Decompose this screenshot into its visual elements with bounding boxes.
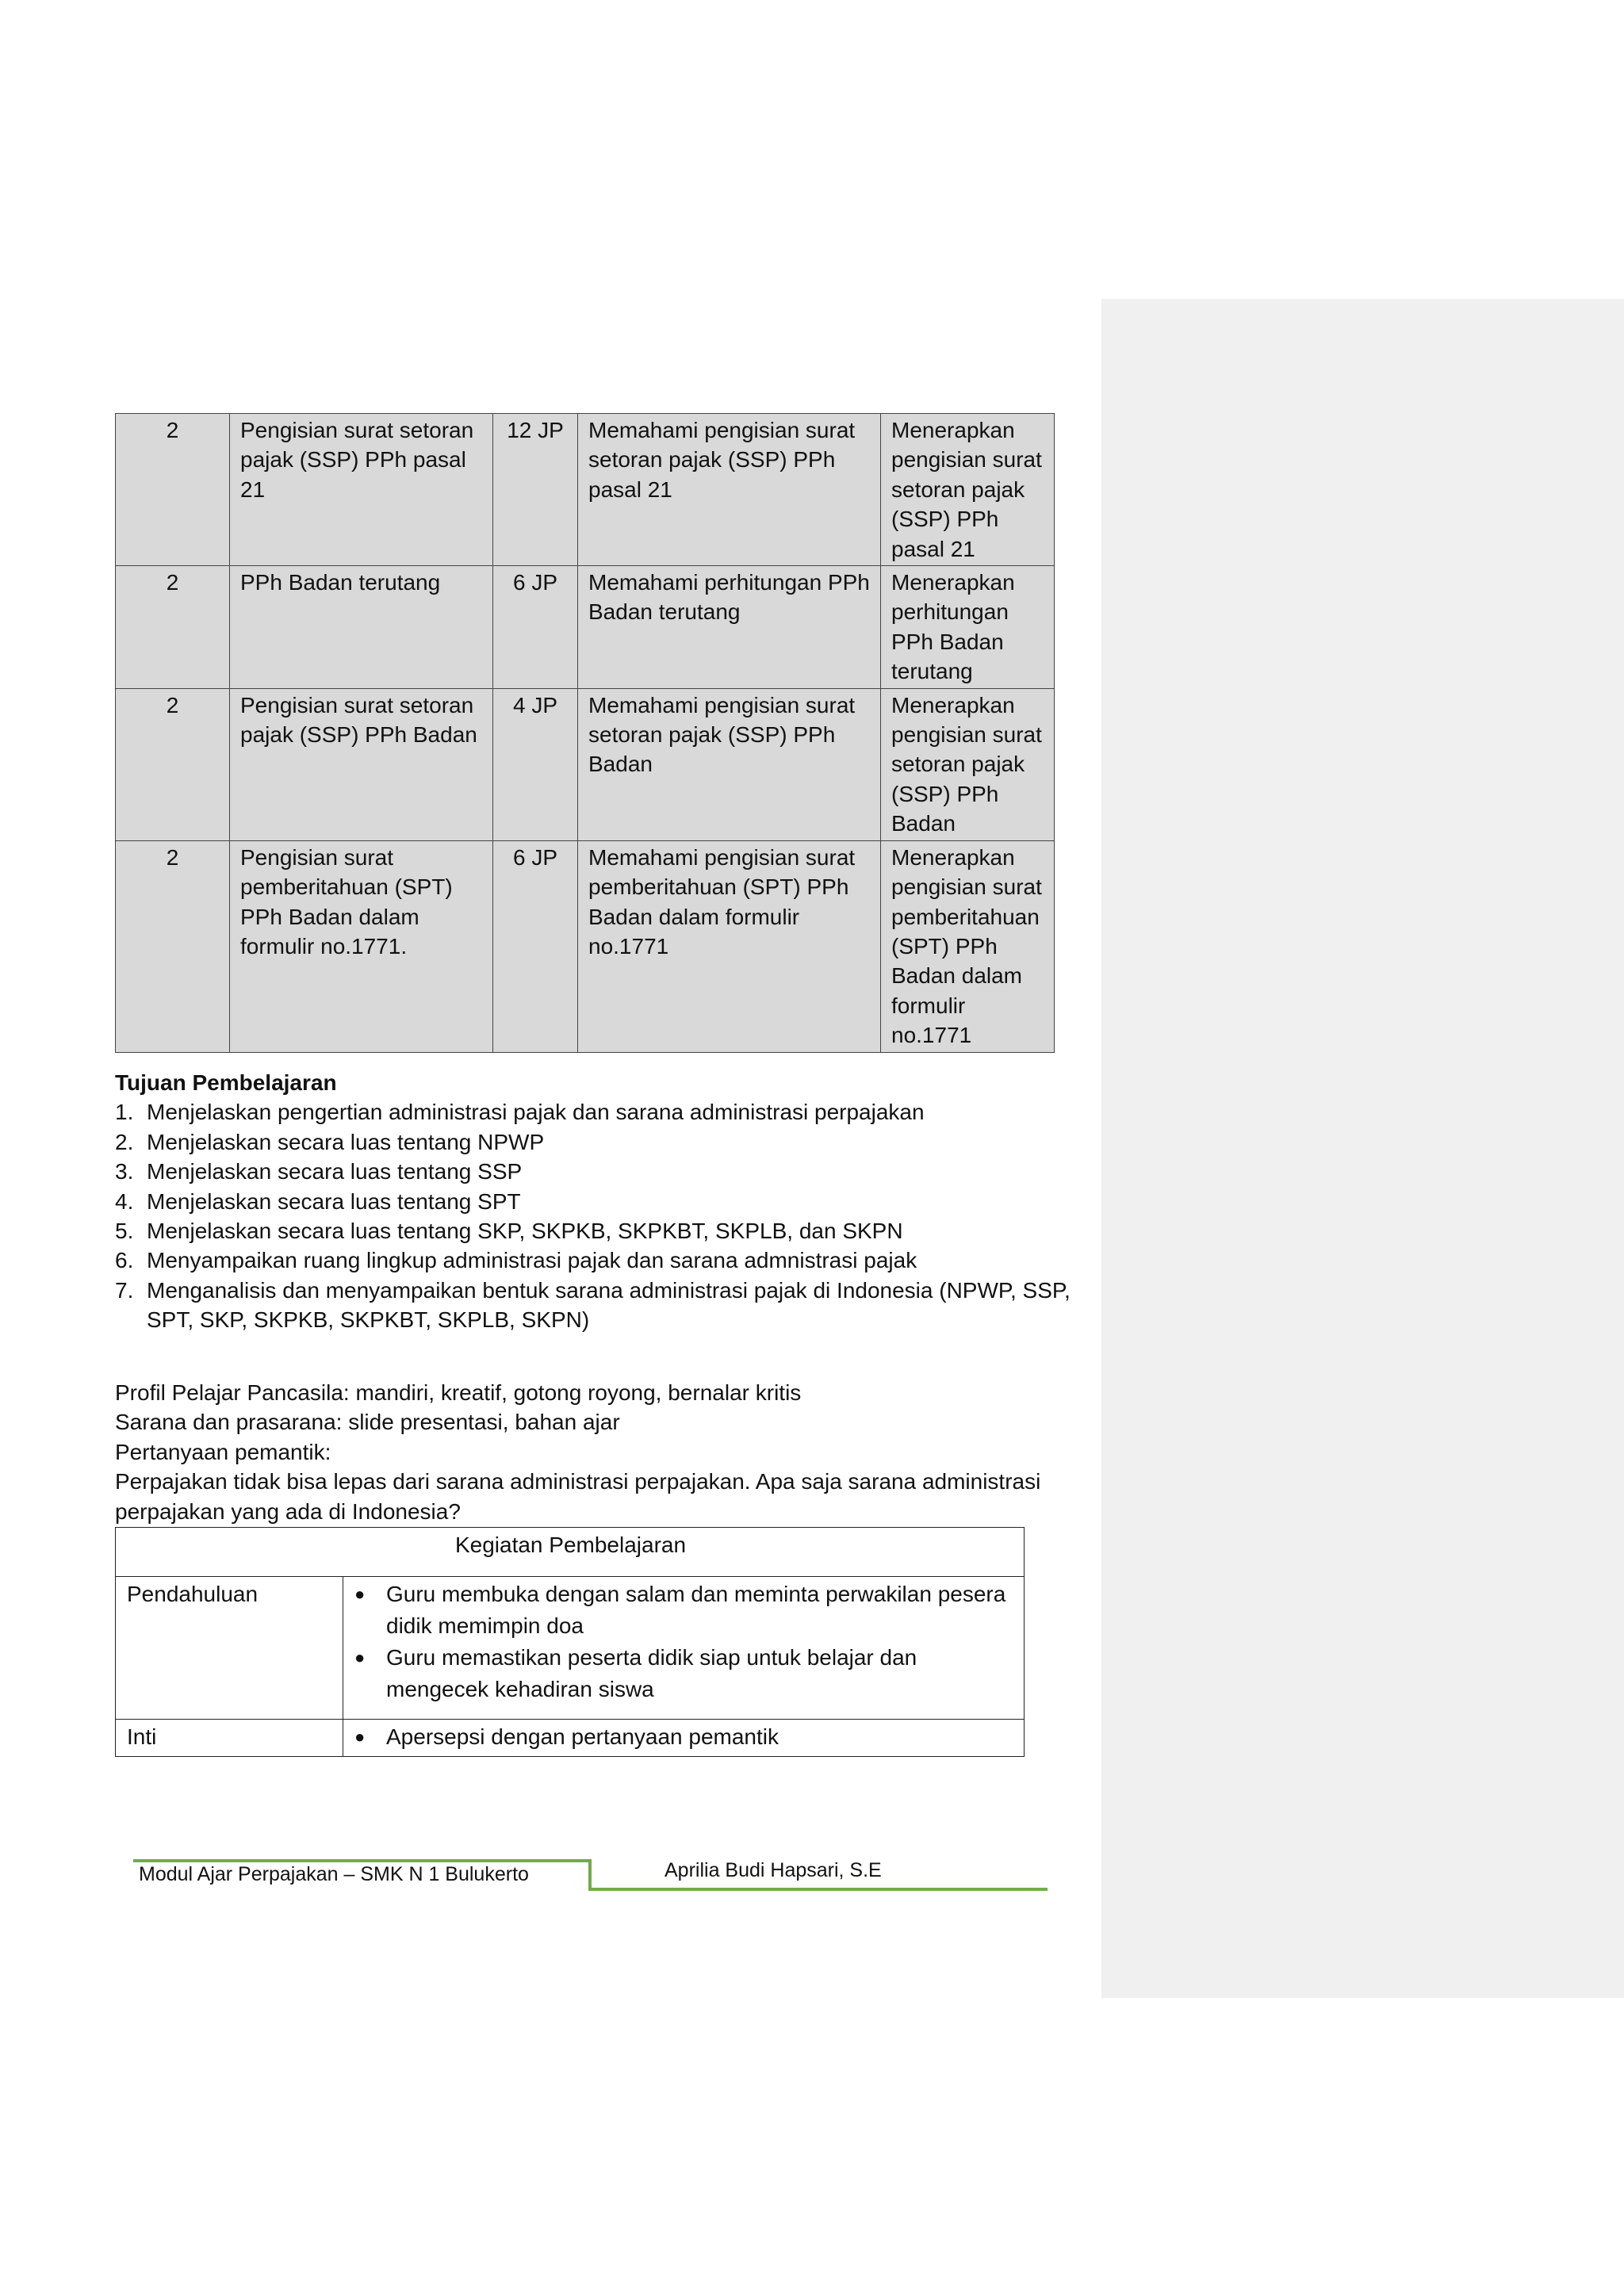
apply-cell: Menerapkan pengisian surat pemberitahuan (SPT) PPh Badan dalam formulir no.1771 [881, 840, 1055, 1052]
week-cell: 2 [116, 414, 230, 566]
activity-cell [343, 1577, 1025, 1720]
list-item [115, 1157, 1082, 1186]
footer-line-left [133, 1859, 592, 1862]
table-row [116, 840, 1055, 1052]
table-row [116, 688, 1055, 840]
activities-table [115, 1527, 1025, 1757]
topic-cell: Pengisian surat setoran pajak (SSP) PPh Badan [230, 688, 493, 840]
footer-author: Aprilia Budi Hapsari, S.E [665, 1859, 882, 1881]
apply-cell: Menerapkan pengisian surat setoran pajak (SSP) PPh Badan [881, 688, 1055, 840]
list-item-text: Menjelaskan secara luas tentang SKP, SKPKB, SKPKBT, SKPLB, dan SKPN [147, 1219, 903, 1244]
lesson-profile [115, 1378, 1067, 1526]
list-number: 7. [115, 1277, 134, 1303]
understand-cell: Memahami pengisian surat setoran pajak (SSP) PPh pasal 21 [578, 414, 881, 566]
list-number: 5. [115, 1219, 134, 1244]
activity-list [354, 1721, 1014, 1753]
bullet-icon: ● [354, 1584, 366, 1604]
facilities-text: Sarana dan prasarana: slide presentasi, bahan ajar [115, 1410, 620, 1435]
jp-cell: 6 JP [493, 840, 578, 1052]
list-item [354, 1721, 1014, 1753]
apply-cell: Menerapkan perhitungan PPh Badan terutang [881, 566, 1055, 689]
understand-cell: Memahami pengisian surat pemberitahuan (SPT) PPh Badan dalam formulir no.1771 [578, 840, 881, 1052]
week-cell: 2 [116, 840, 230, 1052]
phase-cell: Inti [116, 1720, 343, 1757]
understand-cell: Memahami pengisian surat setoran pajak (SSP) PPh Badan [578, 688, 881, 840]
list-number: 2. [115, 1129, 134, 1154]
list-item-text: Menyampaikan ruang lingkup administrasi pajak dan sarana admnistrasi pajak [147, 1248, 917, 1273]
jp-cell: 4 JP [493, 688, 578, 840]
list-item-text: Menjelaskan secara luas tentang SPT [147, 1188, 521, 1214]
table-row [116, 566, 1055, 689]
table-row [116, 414, 1055, 566]
list-item [115, 1187, 1082, 1216]
topic-cell: Pengisian surat pemberitahuan (SPT) PPh Badan dalam formulir no.1771. [230, 840, 493, 1052]
footer-line-right [588, 1888, 1048, 1891]
understand-cell: Memahami perhitungan PPh Badan terutang [578, 566, 881, 689]
list-item [354, 1642, 1014, 1705]
table-row [116, 1528, 1025, 1577]
list-item-text: Menjelaskan secara luas tentang SSP [147, 1159, 523, 1184]
list-number: 1. [115, 1100, 134, 1125]
learning-objectives [115, 1068, 1082, 1335]
list-item [115, 1097, 1082, 1127]
list-number: 4. [115, 1188, 134, 1214]
activity-list [354, 1578, 1014, 1705]
pancasila-profile: Profil Pelajar Pancasila: mandiri, kreatif, gotong royong, bernalar kritis [115, 1380, 802, 1405]
list-item [115, 1127, 1082, 1157]
list-item [115, 1246, 1082, 1275]
week-cell: 2 [116, 566, 230, 689]
list-number: 6. [115, 1248, 134, 1273]
list-item [115, 1216, 1082, 1246]
list-number: 3. [115, 1159, 134, 1184]
topic-cell: PPh Badan terutang [230, 566, 493, 689]
comment-pane [1101, 299, 1624, 1998]
list-item [354, 1578, 1014, 1642]
list-item-text: Guru membuka dengan salam dan meminta perwakilan pesera didik memimpin doa [386, 1582, 1006, 1638]
phase-cell: Pendahuluan [116, 1577, 343, 1720]
objectives-list [115, 1097, 1082, 1334]
list-item-text: Guru memastikan peserta didik siap untuk belajar dan mengecek kehadiran siswa [386, 1645, 917, 1701]
table-row [116, 1720, 1025, 1757]
activities-header: Kegiatan Pembelajaran [116, 1528, 1025, 1577]
footer-line-step [588, 1859, 592, 1890]
activity-cell [343, 1720, 1025, 1757]
bullet-icon: ● [354, 1647, 366, 1667]
list-item-text: Apersepsi dengan pertanyaan pemantik [386, 1724, 779, 1749]
jp-cell: 12 JP [493, 414, 578, 566]
trigger-question-label: Pertanyaan pemantik: [115, 1439, 331, 1464]
list-item [115, 1276, 1082, 1335]
footer-module-title: Modul Ajar Perpajakan – SMK N 1 Bulukerto [139, 1863, 529, 1885]
week-cell: 2 [116, 688, 230, 840]
learning-plan-table [115, 413, 1055, 1053]
objectives-heading: Tujuan Pembelajaran [115, 1070, 337, 1095]
list-item-text: Menganalisis dan menyampaikan bentuk sarana administrasi pajak di Indonesia (NPWP, SSP, SPT, SKP, SKPKB, SKPKBT, SKPLB, SKPN) [147, 1277, 1071, 1333]
list-item-text: Menjelaskan pengertian administrasi pajak dan sarana administrasi perpajakan [147, 1100, 925, 1125]
bullet-icon: ● [354, 1727, 366, 1747]
table-row [116, 1577, 1025, 1720]
trigger-question-text: Perpajakan tidak bisa lepas dari sarana administrasi perpajakan. Apa saja sarana administrasi perpajakan yang ada di Indonesia? [115, 1469, 1041, 1524]
apply-cell: Menerapkan pengisian surat setoran pajak (SSP) PPh pasal 21 [881, 414, 1055, 566]
topic-cell: Pengisian surat setoran pajak (SSP) PPh pasal 21 [230, 414, 493, 566]
jp-cell: 6 JP [493, 566, 578, 689]
list-item-text: Menjelaskan secara luas tentang NPWP [147, 1129, 545, 1154]
